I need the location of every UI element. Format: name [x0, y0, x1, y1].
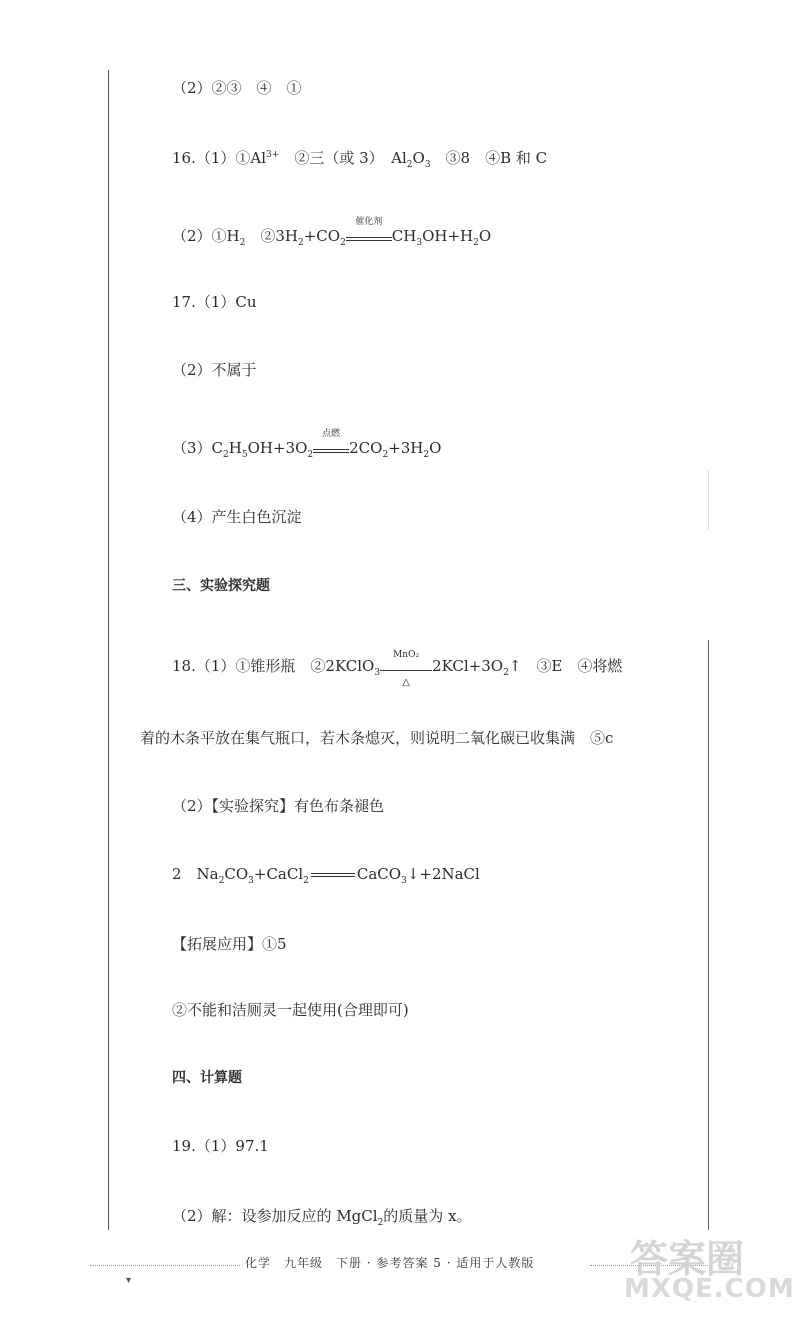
answer-text: （4）产生白色沉淀 [172, 508, 302, 526]
answer-line-18-2-equation [172, 864, 480, 884]
answer-text: ②三（或 3） Al [279, 149, 407, 167]
answer-text: 16.（1）①Al [172, 149, 267, 167]
answer-line-19-2 [172, 1206, 472, 1226]
answer-line-17-1 [172, 292, 257, 312]
site-watermark [620, 1228, 795, 1308]
answer-text: ②不能和洁厕灵一起使用(合理即可) [172, 1001, 409, 1019]
answer-text: ③8 ④B 和 C [430, 149, 548, 167]
answer-text: +CO [303, 227, 341, 245]
watermark-url: MXQE.COM [624, 1274, 795, 1304]
answer-text: CH [391, 227, 417, 245]
answer-text: CO [224, 865, 249, 883]
answer-text: （2）①H [172, 227, 240, 245]
subscript: 2 [473, 238, 479, 248]
section-heading-calculation [172, 1068, 242, 1088]
answer-text: 19.（1）97.1 [172, 1137, 269, 1155]
answer-text: ↓+2NaCl [406, 865, 480, 883]
subscript: 2 [377, 1218, 384, 1228]
answer-text: 18.（1）①锥形瓶 ②2KClO [172, 657, 375, 675]
answer-text: +3H [388, 439, 424, 457]
equals-sign [311, 873, 355, 877]
subscript: 2 [297, 238, 304, 248]
answer-text: 2CO [349, 439, 383, 457]
subscript: 2 [423, 450, 430, 460]
subscript: 2 [382, 450, 389, 460]
answer-text: +CaCl [253, 865, 304, 883]
answer-text: CaCO [356, 865, 402, 883]
answer-text: OH+H [422, 227, 474, 245]
answer-text: 17.（1）Cu [172, 293, 257, 311]
subscript: 2 [223, 450, 229, 460]
answer-text: O [412, 149, 425, 167]
reaction-condition: 点燃 [322, 429, 341, 439]
watermark-logo: 答案圈 [630, 1237, 745, 1281]
subscript: 2 [406, 160, 413, 170]
subscript: 2 [503, 668, 509, 678]
answer-text: 【拓展应用】①5 [172, 935, 287, 953]
reaction-condition-arrow [346, 217, 392, 241]
ion-charge: 3+ [266, 150, 280, 160]
heat-symbol: △ [402, 677, 410, 688]
answer-text: ②3H [245, 227, 298, 245]
subscript: 2 [303, 876, 309, 886]
answer-line-17-3 [172, 429, 442, 460]
answer-text: ↑ ③E ④将燃 [508, 657, 623, 675]
answer-line-17-2 [172, 360, 257, 380]
page-footer: 化学 九年级 下册 · 参考答案 5 · 适用于人教版 [245, 1256, 535, 1270]
answer-text: 着的木条平放在集气瓶口，若木条熄灭，则说明二氧化碳已收集满 ⑤c [140, 729, 614, 747]
answer-line-16-1 [172, 148, 547, 168]
subscript: 2 [218, 876, 225, 886]
page-mark: ▾ [126, 1275, 132, 1286]
answer-text: （2）解：设参加反应的 MgCl [172, 1207, 378, 1225]
right-margin-rule-faint [708, 470, 709, 530]
footer-dotted-rule-left [90, 1265, 240, 1266]
answer-text: （2）【实验探究】有色布条褪色 [172, 797, 385, 815]
reaction-condition: 催化剂 [355, 217, 383, 227]
subscript: 3 [374, 668, 381, 678]
answer-text: H [228, 439, 242, 457]
answer-line-18-1-cont [140, 728, 613, 748]
right-margin-rule [708, 640, 709, 1230]
left-margin-rule [108, 70, 109, 1230]
answer-text: 2KCl+3O [432, 657, 504, 675]
section-heading-experiment [172, 576, 270, 596]
answer-line-15-2 [172, 78, 302, 98]
answer-text: OH+3O [247, 439, 308, 457]
heading-text: 四、计算题 [172, 1070, 242, 1086]
answer-line-17-4 [172, 507, 302, 527]
answer-text: （2）不属于 [172, 361, 257, 379]
answer-text: O [478, 227, 492, 245]
subscript: 3 [424, 160, 431, 170]
answer-text: （2）②③ ④ ① [172, 79, 302, 97]
answer-text: 2 Na [172, 865, 219, 883]
answer-line-extension-2 [172, 1000, 409, 1020]
reaction-condition-arrow [313, 429, 349, 453]
subscript: 3 [248, 876, 254, 886]
subscript: 3 [401, 876, 407, 886]
answer-line-extension-1 [172, 934, 287, 954]
answer-line-18-1 [172, 650, 623, 688]
answer-text: O [429, 439, 442, 457]
answer-line-19-1 [172, 1136, 269, 1156]
answer-line-16-2 [172, 217, 492, 248]
subscript: 2 [340, 238, 346, 248]
answer-text: （3）C [172, 439, 224, 457]
heading-text: 三、实验探究题 [172, 578, 270, 594]
reaction-condition-arrow [380, 650, 432, 688]
subscript: 3 [416, 238, 423, 248]
answer-text: 的质量为 x。 [383, 1207, 472, 1225]
subscript: 2 [239, 238, 246, 248]
reaction-catalyst: MnO₂ [393, 650, 420, 660]
subscript: 2 [307, 450, 314, 460]
answer-line-18-2 [172, 796, 384, 816]
subscript: 5 [241, 450, 248, 460]
